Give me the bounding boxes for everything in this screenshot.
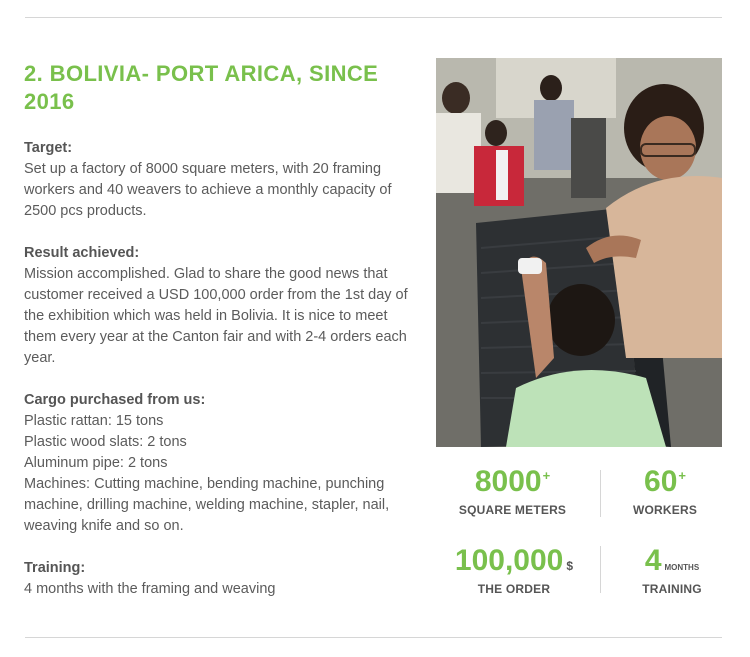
cargo-block [24,390,409,537]
stat-workers-value: 60+ [644,465,686,498]
stat-order-value: 100,000 $ [454,544,574,577]
factory-workers-photo [436,58,722,447]
stat-training-caption: TRAINING [642,582,702,596]
stat-workers [615,467,715,517]
target-label: Target: [24,140,73,156]
stat-area-value: 8000+ [474,465,551,498]
cargo-item: Plastic rattan: 15 tons [24,413,164,429]
stat-divider [600,546,601,593]
stat-area [440,467,585,517]
section-title: 2. BOLIVIA- PORT ARICA, SINCE 2016 [24,61,379,114]
case-study-text [24,60,409,600]
cargo-item: Plastic wood slats: 2 tons [24,434,187,450]
stat-order-caption: THE ORDER [477,582,551,596]
target-text: Set up a factory of 8000 square meters, with 20 framing workers and 40 weavers to achieve a monthly capacity of 2500 pcs products. [24,161,392,219]
training-text: 4 months with the framing and weaving [24,581,276,597]
result-label: Result achieved: [24,245,140,261]
stat-area-caption: SQUARE METERS [458,503,567,517]
stat-workers-caption: WORKERS [632,503,698,517]
bottom-divider [25,637,722,638]
training-block [24,558,409,600]
cargo-item: Aluminum pipe: 2 tons [24,455,168,471]
result-block [24,243,409,369]
stat-training-value: 4 MONTHS [644,544,700,577]
stat-divider [600,470,601,517]
cargo-item: Machines: Cutting machine, bending machine, punching machine, drilling machine, welding machine, stapler, nail, weaving knife and so on. [24,476,390,534]
stat-training [622,546,722,596]
cargo-label: Cargo purchased from us: [24,392,206,408]
top-divider [25,17,722,18]
result-text: Mission accomplished. Glad to share the good news that customer received a USD 100,000 order from the 1st day of the exhibition which was held in Bolivia. It is nice to meet them every year at the Canton fair and with 2-4 orders each year. [24,266,408,366]
target-block [24,138,409,222]
stat-order [440,546,588,596]
training-label: Training: [24,560,86,576]
